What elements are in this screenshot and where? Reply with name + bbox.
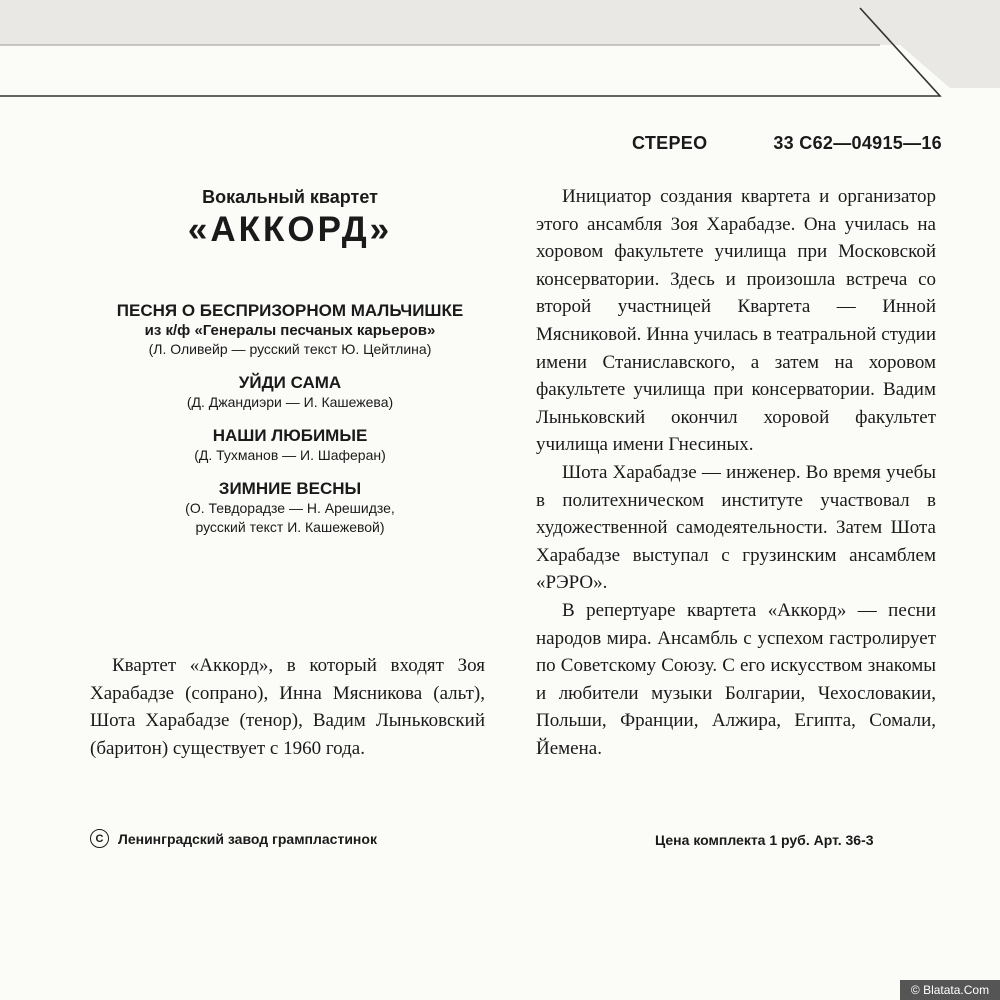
ensemble-title: «АККОРД» <box>187 210 393 249</box>
liner-paragraph: Инициатор создания квартета и организатор этого ансамбля Зоя Харабадзе. Она училась на хоровом факультете училища при Московской консерватории. Здесь и произошла встреча со второй участницей Квартета — Инной Мясниковой. Инна училась в театральной студии имени Станиславского, а затем на хоровом факультете училища при консерватории. Вадим Лыньковский окончил хоровой факультет училища имени Гнесиных. <box>536 186 936 456</box>
track-title: УЙДИ САМА <box>238 373 342 392</box>
track-item <box>70 425 510 465</box>
liner-paragraph: В репертуаре квартета «Аккорд» — песни народов мира. Ансамбль с успехом гастролирует по Советскому Союзу. С его искусством знакомы и любители музыки Болгарии, Чехословакии, Польши, Франции, Алжира, Египта, Сомали, Йемена. <box>536 599 936 759</box>
track-item <box>70 478 510 537</box>
stereo-label: СТЕРЕО <box>632 133 708 153</box>
publisher-name: Ленинградский завод грампластинок <box>118 830 377 847</box>
track-credit: (Д. Тухманов — И. Шаферан) <box>194 447 386 463</box>
track-item <box>70 300 510 359</box>
publisher-line <box>90 829 377 848</box>
track-title: НАШИ ЛЮБИМЫЕ <box>212 426 368 445</box>
track-item <box>70 372 510 412</box>
price-line: Цена комплекта 1 руб. Арт. 36-3 <box>655 832 874 848</box>
record-header <box>632 133 942 154</box>
copyright-icon: C <box>90 829 109 848</box>
track-credit: (Л. Оливейр — русский текст Ю. Цейтлина) <box>148 341 432 357</box>
track-list <box>70 300 510 550</box>
liner-paragraph: Шота Харабадзе — инженер. Во время учебы в политехническом институте участвовал в художественной самодеятельности. Затем Шота Харабадзе выступал с грузинским ансамблем «РЭРО». <box>536 461 936 594</box>
track-title: ЗИМНИЕ ВЕСНЫ <box>218 479 362 498</box>
catalog-number: 33 С62—04915—16 <box>773 133 942 153</box>
ensemble-bio: Квартет «Аккорд», в который входят Зоя Харабадзе (сопрано), Инна Мясникова (альт), Шота Харабадзе (тенор), Вадим Лыньковский (баритон) существует с 1960 года. <box>90 655 485 759</box>
liner-notes <box>536 183 936 762</box>
watermark-badge: © Blatata.Com <box>900 980 1000 1000</box>
envelope-flap <box>0 0 1000 110</box>
track-credit: (О. Тевдорадзе — Н. Арешидзе, русский текст И. Кашежевой) <box>185 500 395 535</box>
ensemble-subtitle: Вокальный квартет <box>202 187 378 207</box>
track-credit: (Д. Джандиэри — И. Кашежева) <box>186 394 394 410</box>
track-film-note: из к/ф «Генералы песчаных карьеров» <box>144 322 436 339</box>
track-title: ПЕСНЯ О БЕСПРИЗОРНОМ МАЛЬЧИШКЕ <box>116 301 464 320</box>
